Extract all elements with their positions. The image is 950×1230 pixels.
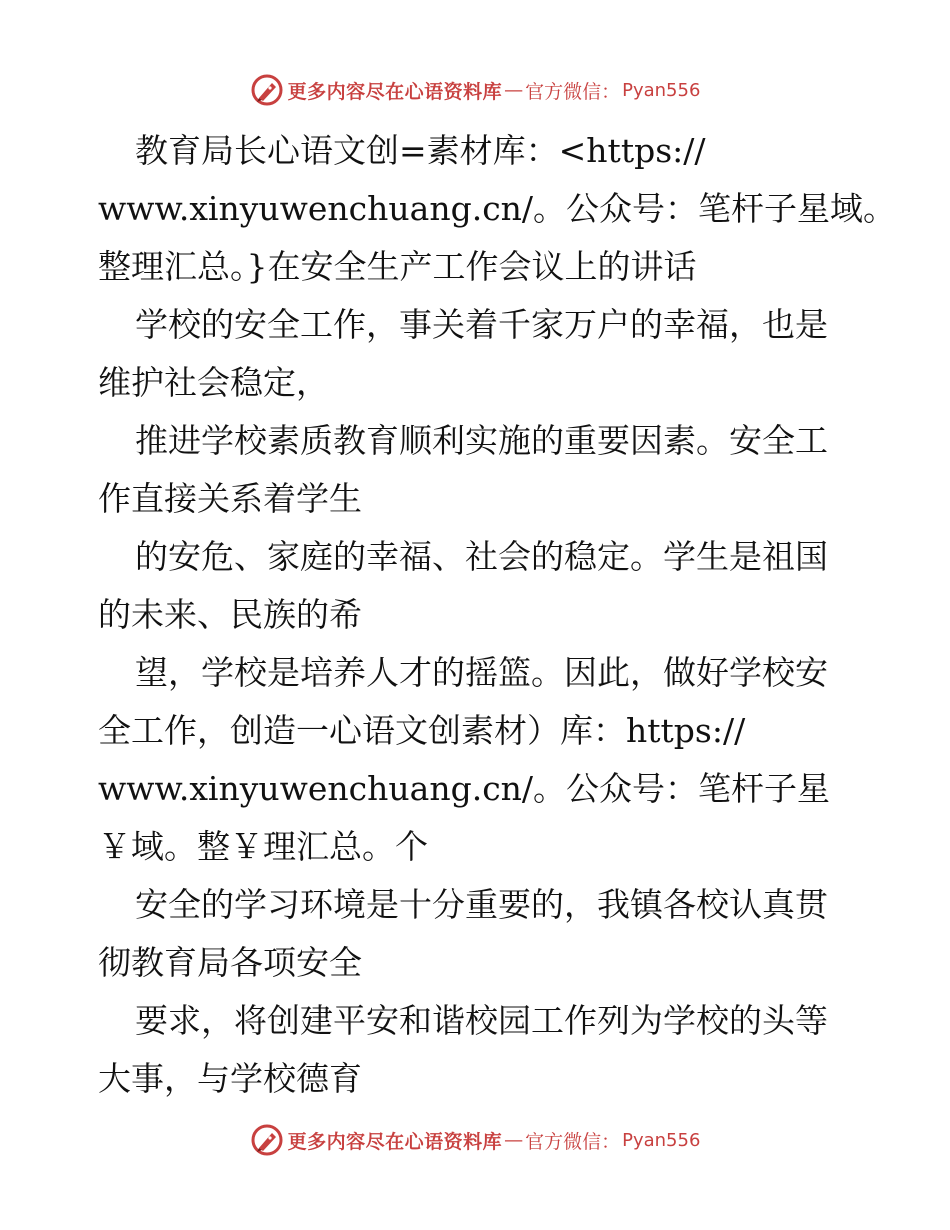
banner-wechat-id: Pyan556: [622, 79, 701, 101]
text-line: 大事，与学校德育: [98, 1059, 362, 1098]
text-line: 彻教育局各项安全: [98, 943, 362, 982]
text-line: 全工作，创造一心语文创素材）库：https://: [98, 711, 746, 750]
text-line: 要求，将创建平安和谐校园工作列为学校的头等: [135, 1001, 828, 1040]
text-line: ￥域。整￥理汇总。个: [98, 827, 428, 866]
pen-nib-logo-icon: [250, 1123, 284, 1157]
text-line: 望，学校是培养人才的摇篮。因此，做好学校安: [135, 653, 828, 692]
text-line: 维护社会稳定，: [98, 363, 329, 402]
banner-wechat-label: 官方微信：: [525, 1130, 621, 1153]
text-line: 的未来、民族的希: [98, 595, 362, 634]
banner-wechat-label: 官方微信：: [525, 80, 621, 103]
document-body: [98, 122, 897, 1108]
footer-banner: [0, 1120, 950, 1160]
banner-title: 更多内容尽在心语资料库: [287, 80, 503, 103]
text-line: 教育局长心语文创=素材库：<https://: [135, 131, 706, 170]
text-line: www.xinyuwenchuang.cn/。公众号：笔杆子星域。: [98, 189, 897, 228]
banner-wechat-id: Pyan556: [622, 1129, 701, 1151]
text-line: 推进学校素质教育顺利实施的重要因素。安全工: [135, 421, 828, 460]
header-banner: [0, 70, 950, 110]
text-line: 的安危、家庭的幸福、社会的稳定。学生是祖国: [135, 537, 828, 576]
banner-title: 更多内容尽在心语资料库: [287, 1130, 503, 1153]
banner-separator: —: [504, 79, 524, 101]
pen-nib-logo-icon: [250, 73, 284, 107]
text-line: 学校的安全工作，事关着千家万户的幸福，也是: [135, 305, 828, 344]
text-line: www.xinyuwenchuang.cn/。公众号：笔杆子星: [98, 769, 831, 808]
banner-separator: —: [504, 1129, 524, 1151]
text-line: 整理汇总。}在安全生产工作会议上的讲话: [98, 247, 697, 286]
text-line: 安全的学习环境是十分重要的，我镇各校认真贯: [135, 885, 828, 924]
text-line: 作直接关系着学生: [98, 479, 362, 518]
